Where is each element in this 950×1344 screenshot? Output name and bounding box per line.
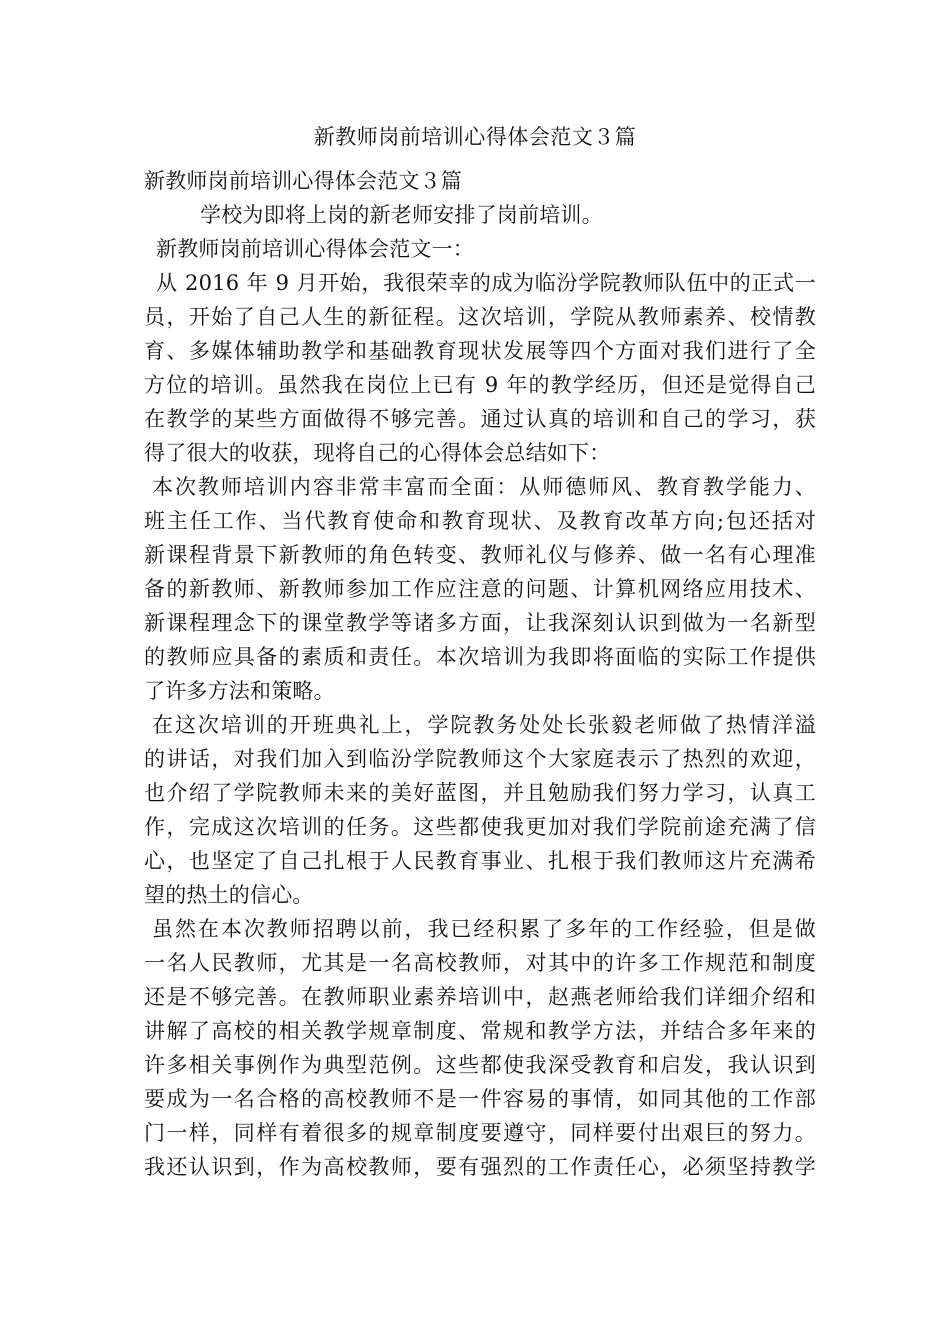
paragraph-1-line-1: 从 2016 年 9 月开始，我很荣幸的成为临汾学院教师队伍中的正式一 [156,271,816,295]
paragraph-1-line-3: 育、多媒体辅助教学和基础教育现状发展等四个方面对我们进行了全 [144,339,816,363]
paragraph-1-line-2: 员，开始了自己人生的新征程。这次培训，学院从教师素养、校情教 [144,305,816,329]
paragraph-2-line-7: 了许多方法和策略。 [144,679,335,703]
body-line-1: 新教师岗前培训心得体会范文３篇 [144,169,462,193]
paragraph-4-line-7: 门一样，同样有着很多的规章制度要遵守，同样要付出艰巨的努力。 [144,1121,816,1145]
paragraph-3-line-3: 也介绍了学院教师未来的美好蓝图，并且勉励我们努力学习，认真工 [144,781,816,805]
paragraph-2-line-3: 新课程背景下新教师的角色转变、教师礼仪与修养、做一名有心理准 [144,543,816,567]
body-line-2: 学校为即将上岗的新老师安排了岗前培训。 [200,203,603,227]
paragraph-3-line-1: 在这次培训的开班典礼上，学院教务处处长张毅老师做了热情洋溢 [152,713,816,737]
document-title: 新教师岗前培训心得体会范文３篇 [313,125,637,149]
document-body [144,164,816,1184]
paragraph-4-line-6: 要成为一名合格的高校教师不是一件容易的事情，如同其他的工作部 [144,1087,816,1111]
paragraph-3-line-2: 的讲话，对我们加入到临汾学院教师这个大家庭表示了热烈的欢迎， [144,747,816,771]
paragraph-4-line-4: 讲解了高校的相关教学规章制度、常规和教学方法，并结合多年来的 [144,1019,816,1043]
paragraph-3-line-4: 作，完成这次培训的任务。这些都使我更加对我们学院前途充满了信 [144,815,816,839]
paragraph-3-line-6: 望的热土的信心。 [144,883,314,907]
paragraph-4-line-8: 我还认识到，作为高校教师，要有强烈的工作责任心，必须坚持教学 [144,1155,816,1179]
paragraph-2-line-2: 班主任工作、当代教育使命和教育现状、及教育改革方向;包还括对 [144,509,816,533]
paragraph-4-line-1: 虽然在本次教师招聘以前，我已经积累了多年的工作经验，但是做 [152,917,816,941]
paragraph-4-line-3: 还是不够完善。在教师职业素养培训中，赵燕老师给我们详细介绍和 [144,985,816,1009]
section-heading: 新教师岗前培训心得体会范文一： [156,237,474,261]
paragraph-2-line-1: 本次教师培训内容非常丰富而全面：从师德师风、教育教学能力、 [152,475,816,499]
paragraph-2-line-6: 的教师应具备的素质和责任。本次培训为我即将面临的实际工作提供 [144,645,816,669]
paragraph-2-line-4: 备的新教师、新教师参加工作应注意的问题、计算机网络应用技术、 [144,577,816,601]
paragraph-4-line-2: 一名人民教师，尤其是一名高校教师，对其中的许多工作规范和制度 [144,951,816,975]
paragraph-1-line-4: 方位的培训。虽然我在岗位上已有 9 年的教学经历，但还是觉得自己 [144,373,816,397]
paragraph-1-line-5: 在教学的某些方面做得不够完善。通过认真的培训和自己的学习，获 [144,407,816,431]
paragraph-2-line-5: 新课程理念下的课堂教学等诸多方面，让我深刻认识到做为一名新型 [144,611,816,635]
paragraph-1-line-6: 得了很大的收获，现将自己的心得体会总结如下： [144,441,611,465]
paragraph-4-line-5: 许多相关事例作为典型范例。这些都使我深受教育和启发，我认识到 [144,1053,816,1077]
paragraph-3-line-5: 心，也坚定了自己扎根于人民教育事业、扎根于我们教师这片充满希 [144,849,816,873]
